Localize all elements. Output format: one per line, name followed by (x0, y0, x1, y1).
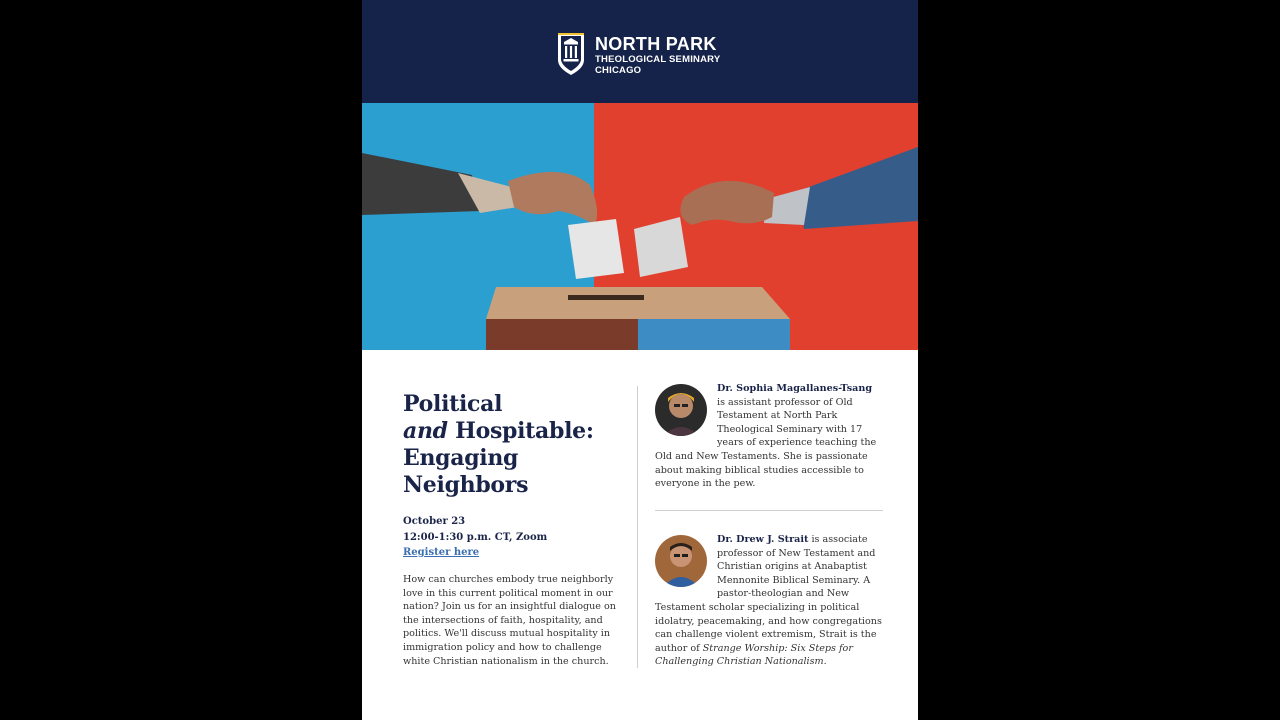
header-banner (362, 0, 918, 103)
flyer-page (362, 0, 918, 720)
speaker-name-sophia: Dr. Sophia Magallanes-Tsang (717, 383, 873, 394)
seminary-wordmark (595, 34, 720, 76)
title-line-political: Political (403, 391, 503, 417)
event-date: October 23 (403, 516, 466, 527)
speaker-bio-sophia (655, 382, 883, 491)
seminary-subtitle: THEOLOGICAL SEMINARY (595, 54, 721, 65)
register-link[interactable]: Register here (403, 547, 480, 558)
event-time: 12:00-1:30 p.m. CT, Zoom (403, 531, 548, 543)
column-divider (637, 386, 638, 668)
speaker-photo-drew (655, 535, 707, 587)
hero-ballot-illustration (362, 103, 918, 350)
title-line-engaging: Engaging (403, 445, 519, 471)
event-title (403, 391, 613, 499)
speaker-bio-drew (655, 533, 883, 669)
seminary-name: NORTH PARK (595, 34, 717, 54)
event-description: How can churches embody true neighborly love in this current political moment in our nation? Join us for an insightful dialogue on the intersections of faith, hospitality, and politics. We'll discuss mutual hospitality in immigration policy and how to challenge white Christian nationalism in the church. (403, 574, 616, 667)
speaker-text-sophia: is assistant professor of Old Testament at North Park Theological Seminary with 17 years of experience teaching the Old and New Testaments. She is passionate about making biblical studies accessible to everyone in the pew. (655, 396, 877, 490)
speaker-book-drew: Strange Worship: Six Steps for Challenging Christian Nationalism (655, 642, 853, 668)
speaker-name-drew: Dr. Drew J. Strait (717, 534, 809, 545)
event-details (403, 514, 547, 561)
title-line-neighbors: Neighbors (403, 472, 529, 498)
title-word-and: and (403, 418, 448, 444)
speaker-text-drew-end: . (823, 656, 827, 668)
seminary-shield-icon (556, 32, 586, 76)
speaker-text-drew: is associate professor of New Testament and Christian origins at Anabaptist Mennonite Biblical Seminary. A pastor-theologian and New Testament scholar specializing in political idolatry, peacemaking, and how congregations can challenge violent extremism, Strait is the author of (655, 534, 882, 654)
speaker-photo-sophia (655, 384, 707, 436)
title-word-hospitable: Hospitable: (455, 418, 594, 444)
seminary-city: CHICAGO (595, 65, 642, 76)
speaker-divider (655, 510, 883, 511)
